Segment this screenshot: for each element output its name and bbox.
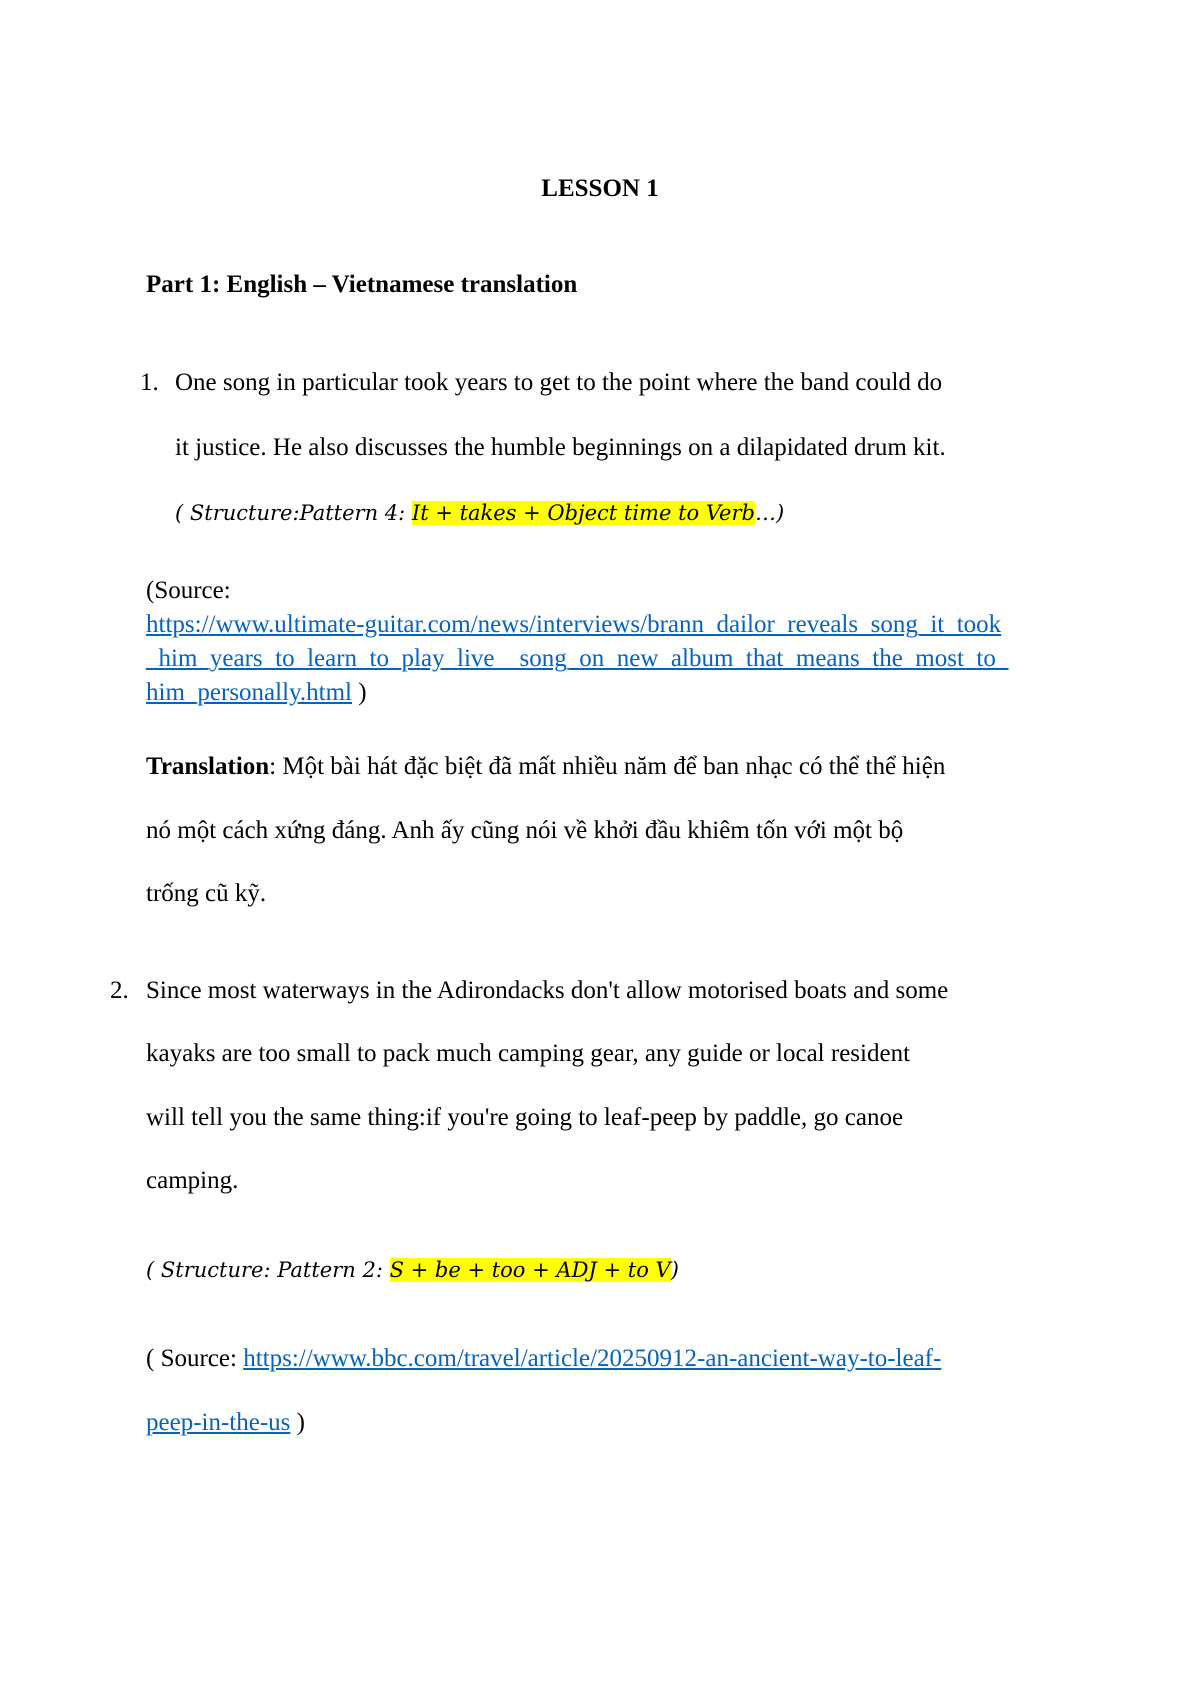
item1-source-line-1 — [146, 608, 1001, 642]
item1-source-label: (Source: — [146, 577, 231, 604]
item2-structure — [146, 1253, 679, 1287]
structure-highlight: S + be + too + ADJ + to V — [389, 1258, 671, 1282]
source-link[interactable]: _him_years_to_learn_to_play_live__song_on_new_album_that_means_the_most_to_ — [146, 645, 1009, 672]
translation-text: : Một bài hát đặc biệt đã mất nhiều năm để ban nhạc có thể thể hiện — [269, 753, 946, 780]
item2-sentence-line-1: Since most waterways in the Adirondacks don't allow motorised boats and some — [146, 977, 949, 1004]
item2-source-line-1 — [146, 1342, 941, 1376]
list-number-1: 1. — [140, 369, 159, 396]
translation-label: Translation — [146, 753, 270, 780]
source-link[interactable]: https://www.ultimate-guitar.com/news/interviews/brann_dailor_reveals_song_it_took — [146, 611, 1002, 638]
source-link[interactable]: https://www.bbc.com/travel/article/20250912-an-ancient-way-to-leaf- — [243, 1345, 942, 1372]
item1-source-line-3 — [146, 676, 367, 710]
source-label: ( Source: — [146, 1345, 244, 1372]
item1-source-line-2 — [146, 642, 1008, 676]
structure-label: Structure:Pattern 4: — [189, 501, 412, 525]
structure-label: Structure: Pattern 2: — [160, 1258, 390, 1282]
item1-structure — [175, 496, 784, 530]
source-close: ) — [352, 679, 367, 706]
source-link[interactable]: him_personally.html — [146, 679, 352, 706]
structure-highlight: It + takes + Object time to Verb — [411, 501, 755, 525]
item1-sentence-line-2: it justice. He also discusses the humble beginnings on a dilapidated drum kit. — [175, 434, 946, 461]
part-heading: Part 1: English – Vietnamese translation — [146, 271, 578, 298]
source-link[interactable]: peep-in-the-us — [146, 1409, 291, 1436]
item2-sentence-line-3: will tell you the same thing:if you're going to leaf-peep by paddle, go canoe — [146, 1104, 904, 1131]
item1-sentence-line-1: One song in particular took years to get to the point where the band could do — [175, 369, 943, 396]
structure-open: ( — [146, 1258, 161, 1282]
structure-close: …) — [754, 501, 785, 525]
list-number-2: 2. — [110, 977, 129, 1004]
item1-translation-line-1 — [146, 750, 945, 784]
item1-translation-line-2: nó một cách xứng đáng. Anh ấy cũng nói về khởi đầu khiêm tốn với một bộ — [146, 817, 904, 844]
item2-sentence-line-2: kayaks are too small to pack much camping gear, any guide or local resident — [146, 1040, 911, 1067]
structure-close: ) — [670, 1258, 679, 1282]
source-close: ) — [290, 1409, 305, 1436]
page-title: LESSON 1 — [541, 175, 659, 202]
item2-source-line-2 — [146, 1406, 305, 1440]
item2-sentence-line-4: camping. — [146, 1167, 239, 1194]
structure-open: ( — [175, 501, 190, 525]
item1-translation-line-3: trống cũ kỹ. — [146, 880, 267, 907]
